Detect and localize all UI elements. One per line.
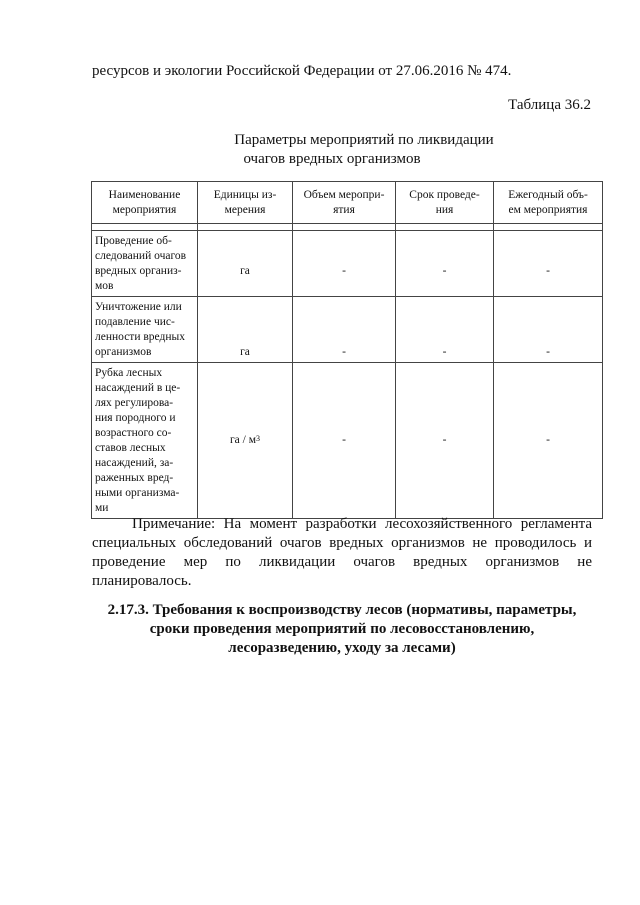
row-unit-text: га / м <box>229 434 257 446</box>
row-annual: - <box>494 363 603 519</box>
row-name: Уничтожение или подавление чис- ленности вредных организмов <box>92 297 198 363</box>
header-term: Срок проведе- ния <box>396 182 494 224</box>
row-unit: га <box>198 231 293 297</box>
top-line: ресурсов и экологии Российской Федерации от 27.06.2016 № 474. <box>92 63 512 79</box>
header-annual: Ежегодный объ- ем мероприятия <box>494 182 603 224</box>
row-term: - <box>396 231 494 297</box>
row-unit: га <box>198 297 293 363</box>
row-name: Рубка лесных насаждений в це- лях регулирова- ния породного и возрастного со- ставов лесных насаждений, за- раженных вред- ными организма- ми <box>92 363 198 519</box>
table-row <box>92 363 603 519</box>
row-volume: - <box>293 297 396 363</box>
row-term: - <box>396 363 494 519</box>
table-header-row <box>92 182 603 224</box>
table-title-line-1: Параметры мероприятий по ликвидации <box>234 132 494 148</box>
row-term: - <box>396 297 494 363</box>
parameters-table <box>91 181 603 519</box>
row-volume: - <box>293 231 396 297</box>
table-row <box>92 297 603 363</box>
header-unit: Единицы из- мерения <box>198 182 293 224</box>
table-title <box>0 131 640 169</box>
table-row <box>92 231 603 297</box>
header-volume: Объем меропри- ятия <box>293 182 396 224</box>
section-heading: 2.17.3. Требования к воспроизводству лесов (нормативы, параметры, сроки проведения мероприятий по лесовосстановлению, лесоразведению, уходу за лесами) <box>107 602 577 656</box>
table-spacer-row <box>92 224 603 231</box>
row-annual: - <box>494 297 603 363</box>
note-paragraph: Примечание: На момент разработки лесохозяйственного регламента специальных обследований очагов вредных организмов не проводилось и проведение мер по ликвидации очагов вредных организмов не планировалось. <box>92 516 592 589</box>
row-annual: - <box>494 231 603 297</box>
table-title-line-2: очагов вредных организмов <box>243 151 421 167</box>
table-label: Таблица 36.2 <box>508 97 591 113</box>
unit-superscript: 3 <box>256 434 261 443</box>
row-name: Проведение об- следований очагов вредных организ- мов <box>92 231 198 297</box>
header-name: Наименование мероприятия <box>92 182 198 224</box>
row-unit <box>198 363 293 519</box>
row-volume: - <box>293 363 396 519</box>
